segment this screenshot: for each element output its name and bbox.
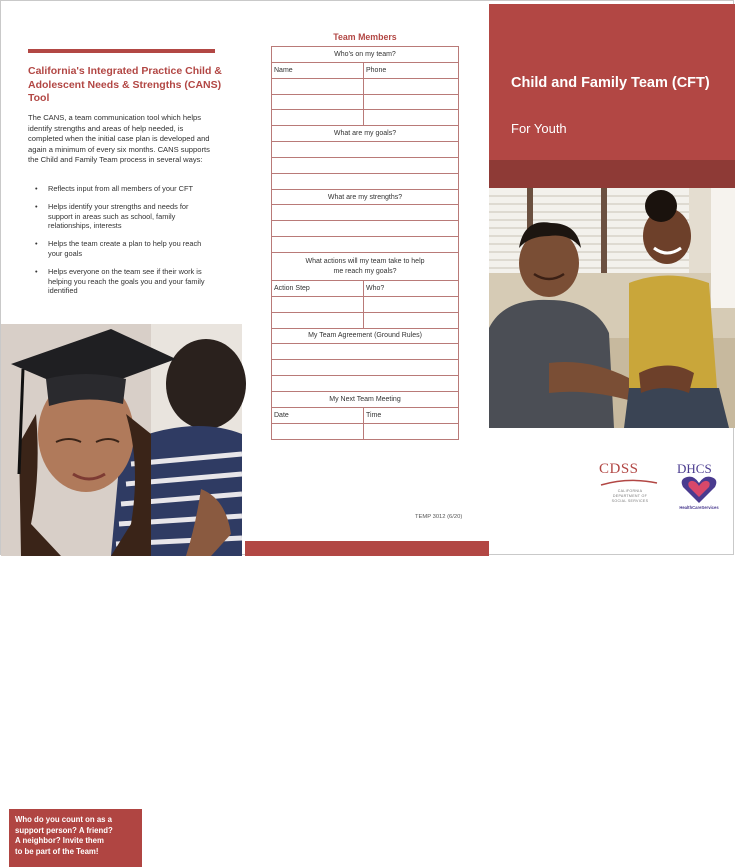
dhcs-logo [669,461,729,517]
cdss-wordmark: CDSS [599,461,639,477]
swoosh-icon [601,479,657,487]
team-members-title: Team Members [333,32,397,42]
table-row[interactable] [272,95,458,111]
goal-field[interactable] [272,158,458,174]
table-row[interactable] [272,313,458,329]
graduation-photo [1,324,242,856]
cover-title: Child and Family Team (CFT) [511,75,710,91]
phone-field[interactable] [364,95,458,110]
name-field[interactable] [272,95,364,110]
bullet-icon: • [35,201,38,211]
strength-field[interactable] [272,237,458,253]
date-field[interactable] [272,424,364,440]
cans-bullet-list [35,184,213,304]
section-actions: What actions will my team take to help me reach my goals? [272,253,458,281]
table-row [272,281,458,297]
list-item: • Reflects input from all members of your CFT [35,184,193,193]
table-row [272,408,458,424]
col-name-header: Name [272,63,364,78]
col-action-header: Action Step [272,281,364,296]
cdss-logo [599,461,659,517]
cover-stripe [489,160,735,188]
section-strengths: What are my strengths? [272,190,458,206]
who-field[interactable] [364,313,458,328]
support-callout: Who do you count on as a support person? A friend? A neighbor? Invite them to be part of the Team! [9,809,142,867]
heading-rule [28,49,215,53]
dhcs-subtitle: HealthCareServices [679,505,719,510]
bullet-icon: • [35,239,38,249]
heart-icon [679,475,719,505]
goal-field[interactable] [272,142,458,158]
table-row[interactable] [272,110,458,126]
agreement-field[interactable] [272,376,458,392]
youth-photo [489,188,735,428]
left-panel [1,1,245,856]
cdss-subtitle: CALIFORNIA DEPARTMENT OF SOCIAL SERVICES [611,489,649,503]
phone-field[interactable] [364,79,458,94]
table-row[interactable] [272,79,458,95]
action-field[interactable] [272,313,364,328]
strength-field[interactable] [272,205,458,221]
goal-field[interactable] [272,174,458,190]
right-panel [489,1,735,556]
col-phone-header: Phone [366,66,387,74]
table-row[interactable] [272,424,458,440]
who-field[interactable] [364,297,458,312]
name-field[interactable] [272,79,364,94]
time-field[interactable] [364,424,458,440]
name-field[interactable] [272,110,364,125]
logo-group [599,461,729,521]
strength-field[interactable] [272,221,458,237]
section-who: Who's on my team? [272,47,458,63]
section-meeting: My Next Team Meeting [272,392,458,408]
col-time-header: Time [366,411,382,419]
cans-intro: The CANS, a team communication tool which helps identify strengths and areas of help needed, is completed when the initial case plan is developed and again a minimum of every six months. CANS supports the Child and Family Team process in several ways: [28,113,210,165]
bullet-icon: • [35,184,38,193]
phone-field[interactable] [364,110,458,125]
agreement-field[interactable] [272,360,458,376]
list-item: • Helps the team create a plan to help you reach your goals [35,239,202,258]
graduation-illustration [1,324,242,556]
list-item: • Helps everyone on the team see if their work is helping you reach the goals you and your family identified [35,266,205,296]
middle-panel [245,1,489,556]
section-agreement: My Team Agreement (Ground Rules) [272,329,458,345]
form-code: TEMP 3012 (6/20) [415,514,463,520]
youth-illustration [489,188,735,428]
dhcs-wordmark: DHCS [677,461,712,476]
table-row [272,63,458,79]
col-who-header: Who? [366,284,385,292]
footer-bar [245,541,489,556]
table-row[interactable] [272,297,458,313]
cans-heading: California's Integrated Practice Child & Adolescent Needs & Strengths (CANS) Tool [28,65,222,104]
cover-block [489,4,735,160]
action-field[interactable] [272,297,364,312]
section-goals: What are my goals? [272,126,458,142]
agreement-field[interactable] [272,344,458,360]
list-item: • Helps identify your strengths and needs for support in areas such as school, family relationships, interests [35,201,189,231]
col-date-header: Date [272,408,364,423]
cover-subtitle: For Youth [511,121,567,136]
team-form [271,46,459,440]
bullet-icon: • [35,266,38,276]
